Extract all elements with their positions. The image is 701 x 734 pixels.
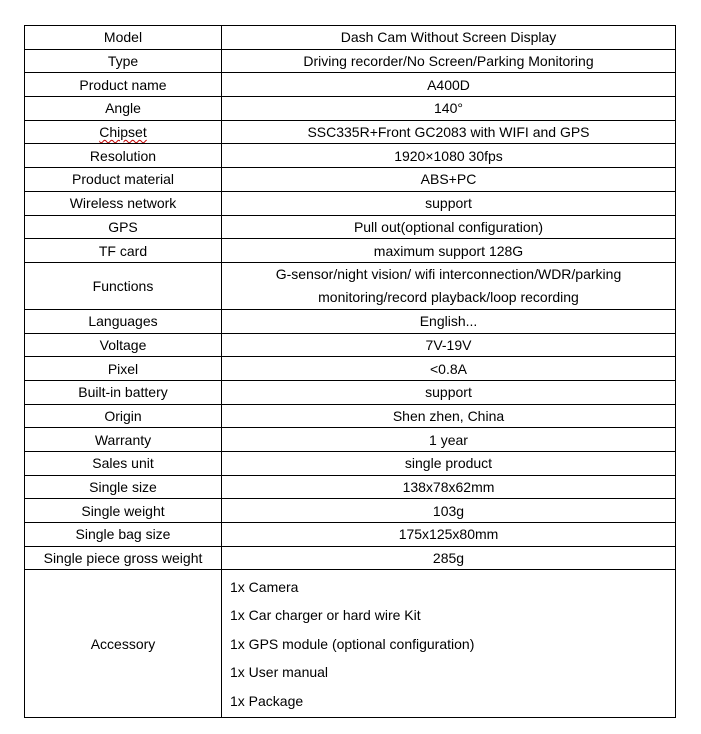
table-row <box>25 215 676 239</box>
table-row <box>25 380 676 404</box>
row-value: 1920×1080 30fps <box>222 144 676 168</box>
list-item: 1x GPS module (optional configuration) <box>230 635 475 652</box>
row-value: English... <box>222 309 676 333</box>
table-row <box>25 428 676 452</box>
row-label: Functions <box>25 262 222 309</box>
row-value: Pull out(optional configuration) <box>222 215 676 239</box>
row-value: SSC335R+Front GC2083 with WIFI and GPS <box>222 120 676 144</box>
row-label: Wireless network <box>25 191 222 215</box>
chipset-label: Chipset <box>99 124 147 141</box>
row-value: support <box>222 380 676 404</box>
table-row <box>25 191 676 215</box>
table-row <box>25 546 676 570</box>
row-label: Origin <box>25 404 222 428</box>
row-value: 140° <box>222 97 676 121</box>
table-row <box>25 26 676 50</box>
row-label: Product name <box>25 73 222 97</box>
row-label: Single bag size <box>25 523 222 547</box>
row-value: maximum support 128G <box>222 239 676 263</box>
row-label: Angle <box>25 97 222 121</box>
row-value: <0.8A <box>222 357 676 381</box>
row-value: 285g <box>222 546 676 570</box>
row-label: Single size <box>25 475 222 499</box>
row-value: support <box>222 191 676 215</box>
row-label <box>25 120 222 144</box>
accessory-cell <box>222 570 676 718</box>
row-value: 103g <box>222 499 676 523</box>
row-label: Single weight <box>25 499 222 523</box>
row-value: A400D <box>222 73 676 97</box>
list-item: 1x Camera <box>230 578 299 595</box>
row-label: Resolution <box>25 144 222 168</box>
row-label: GPS <box>25 215 222 239</box>
row-label: Model <box>25 26 222 50</box>
row-label: Type <box>25 49 222 73</box>
table-row <box>25 309 676 333</box>
row-value: G-sensor/night vision/ wifi interconnection/WDR/parking monitoring/record playback/loop recording <box>222 262 676 309</box>
table-row <box>25 262 676 309</box>
spec-table <box>24 25 676 718</box>
row-label: Built-in battery <box>25 380 222 404</box>
row-label: Accessory <box>25 570 222 718</box>
row-value: 175x125x80mm <box>222 523 676 547</box>
row-value: Dash Cam Without Screen Display <box>222 26 676 50</box>
table-row <box>25 404 676 428</box>
row-label: Voltage <box>25 333 222 357</box>
row-label: Sales unit <box>25 452 222 476</box>
row-value: Shen zhen, China <box>222 404 676 428</box>
table-row-accessory <box>25 570 676 718</box>
row-value: 7V-19V <box>222 333 676 357</box>
row-value: ABS+PC <box>222 168 676 192</box>
row-label: TF card <box>25 239 222 263</box>
table-row <box>25 73 676 97</box>
row-value: single product <box>222 452 676 476</box>
table-row <box>25 120 676 144</box>
table-row <box>25 333 676 357</box>
table-row <box>25 97 676 121</box>
table-row <box>25 168 676 192</box>
table-row <box>25 452 676 476</box>
row-value: 1 year <box>222 428 676 452</box>
table-row <box>25 144 676 168</box>
table-row <box>25 499 676 523</box>
table-row <box>25 239 676 263</box>
list-item: 1x User manual <box>230 664 329 681</box>
row-label: Product material <box>25 168 222 192</box>
accessory-list <box>230 573 669 716</box>
row-label: Single piece gross weight <box>25 546 222 570</box>
list-item: 1x Car charger or hard wire Kit <box>230 607 421 624</box>
row-value: Driving recorder/No Screen/Parking Monitoring <box>222 49 676 73</box>
list-item: 1x Package <box>230 692 304 709</box>
row-label: Pixel <box>25 357 222 381</box>
spec-table-body <box>25 26 676 718</box>
row-value: 138x78x62mm <box>222 475 676 499</box>
row-label: Warranty <box>25 428 222 452</box>
row-label: Languages <box>25 309 222 333</box>
table-row <box>25 523 676 547</box>
table-row <box>25 357 676 381</box>
table-row <box>25 49 676 73</box>
table-row <box>25 475 676 499</box>
